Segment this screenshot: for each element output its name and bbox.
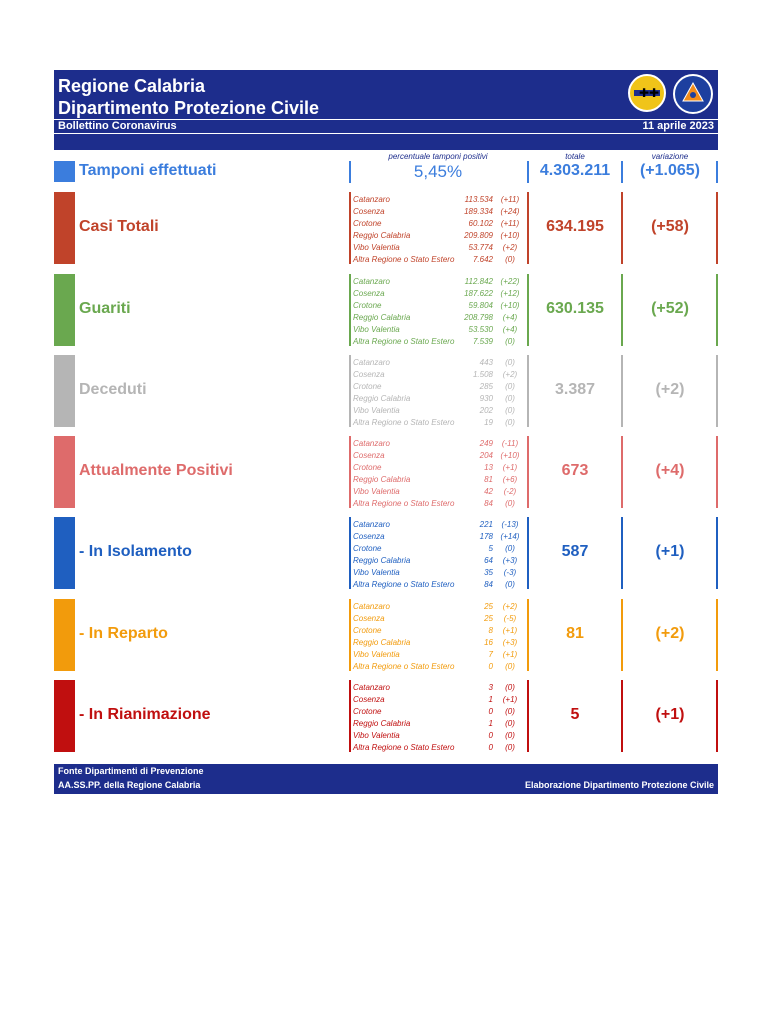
section-swatch	[54, 355, 75, 427]
region-delta: (0)	[505, 358, 515, 367]
svg-text:✚: ✚	[649, 86, 660, 100]
section-label: - In Reparto	[79, 625, 168, 642]
region-delta: (0)	[505, 255, 515, 264]
region-value: 187.622	[464, 289, 493, 298]
tamponi-percent: 5,45%	[413, 162, 463, 181]
region-value: 189.334	[464, 207, 493, 216]
region-delta: (0)	[505, 743, 515, 752]
region-name: Altra Regione o Stato Estero	[353, 337, 455, 346]
section-label: Deceduti	[79, 381, 147, 398]
region-delta: (+1)	[502, 626, 518, 635]
divider	[621, 274, 623, 346]
region-value: 204	[479, 451, 493, 460]
divider	[621, 161, 623, 183]
region-name: Vibo Valentia	[353, 406, 400, 415]
region-name: Crotone	[353, 301, 382, 310]
divider	[621, 192, 623, 264]
region-delta: (-13)	[501, 520, 519, 529]
region-delta: (+11)	[500, 219, 520, 228]
divider	[716, 436, 718, 508]
region-delta: (+12)	[500, 289, 520, 298]
divider	[527, 436, 529, 508]
section-variation: (+2)	[655, 381, 685, 398]
region-value: 16	[484, 638, 493, 647]
footer-elaboration: Elaborazione Dipartimento Protezione Civile	[524, 780, 714, 790]
region-name: Reggio Calabria	[353, 313, 411, 322]
section-total: 81	[566, 625, 584, 642]
divider	[716, 517, 718, 589]
region-delta: (+11)	[500, 195, 520, 204]
region-delta: (0)	[505, 394, 515, 403]
region-value: 64	[484, 556, 493, 565]
region-delta: (+2)	[502, 602, 518, 611]
region-delta: (0)	[505, 406, 515, 415]
section-swatch	[54, 274, 75, 346]
region-name: Cosenza	[353, 451, 385, 460]
subtitle-bar	[54, 119, 718, 134]
region-delta: (+3)	[502, 638, 518, 647]
variation-caption: variazione	[651, 152, 689, 161]
region-name: Altra Regione o Stato Estero	[353, 255, 455, 264]
region-name: Vibo Valentia	[353, 731, 400, 740]
divider	[527, 517, 529, 589]
region-delta: (0)	[505, 662, 515, 671]
svg-text:✚: ✚	[639, 86, 650, 100]
region-name: Reggio Calabria	[353, 231, 411, 240]
section-label: Casi Totali	[79, 218, 159, 235]
region-name: Reggio Calabria	[353, 475, 411, 484]
section-variation: (+2)	[655, 625, 685, 642]
region-value: 208.798	[464, 313, 493, 322]
region-value: 1	[488, 695, 493, 704]
divider	[621, 680, 623, 752]
footer-banner	[54, 764, 718, 794]
region-name: Vibo Valentia	[353, 487, 400, 496]
region-delta: (0)	[505, 418, 515, 427]
region-value: 19	[484, 418, 493, 427]
tamponi-swatch	[54, 161, 75, 182]
section-total: 5	[570, 706, 580, 723]
region-delta: (0)	[505, 337, 515, 346]
region-name: Cosenza	[353, 289, 385, 298]
divider	[349, 274, 351, 346]
region-value: 202	[479, 406, 493, 415]
region-value: 5	[488, 544, 493, 553]
region-name: Crotone	[353, 707, 382, 716]
region-delta: (+1)	[502, 695, 518, 704]
region-name: Crotone	[353, 544, 382, 553]
region-value: 221	[479, 520, 493, 529]
divider	[527, 680, 529, 752]
total-caption: totale	[565, 152, 585, 161]
section-total: 673	[561, 462, 589, 479]
region-delta: (+2)	[502, 243, 518, 252]
region-delta: (+10)	[500, 231, 520, 240]
region-value: 7.539	[472, 337, 493, 346]
divider	[716, 192, 718, 264]
bulletin-date: 11 aprile 2023	[642, 120, 714, 132]
region-delta: (+22)	[500, 277, 520, 286]
region-delta: (0)	[505, 731, 515, 740]
region-delta: (-2)	[503, 487, 517, 496]
region-delta: (0)	[505, 719, 515, 728]
tamponi-total: 4.303.211	[539, 162, 611, 179]
divider	[716, 680, 718, 752]
region-name: Catanzaro	[353, 683, 390, 692]
region-value: 7	[488, 650, 493, 659]
region-name: Vibo Valentia	[353, 568, 400, 577]
section-swatch	[54, 436, 75, 508]
region-value: 59.804	[468, 301, 493, 310]
section-variation: (+58)	[651, 218, 689, 235]
section-total: 3.387	[554, 381, 596, 398]
region-value: 60.102	[468, 219, 493, 228]
region-name: Cosenza	[353, 614, 385, 623]
region-value: 35	[484, 568, 493, 577]
divider	[527, 161, 529, 183]
divider	[621, 517, 623, 589]
region-name: Catanzaro	[353, 520, 390, 529]
region-name: Cosenza	[353, 370, 385, 379]
section-swatch	[54, 517, 75, 589]
region-value: 3	[488, 683, 493, 692]
region-name: Crotone	[353, 219, 382, 228]
divider	[527, 599, 529, 671]
region-delta: (0)	[505, 580, 515, 589]
divider	[716, 355, 718, 427]
region-value: 930	[479, 394, 493, 403]
footer-asp: AA.SS.PP. della Regione Calabria	[58, 780, 201, 790]
divider	[349, 161, 351, 183]
section-swatch	[54, 680, 75, 752]
section-label: - In Rianimazione	[79, 706, 211, 723]
region-value: 25	[484, 614, 493, 623]
region-value: 81	[484, 475, 493, 484]
section-variation: (+1)	[655, 706, 685, 723]
region-name: Reggio Calabria	[353, 556, 411, 565]
divider	[349, 192, 351, 264]
section-label: Guariti	[79, 300, 131, 317]
region-value: 8	[488, 626, 493, 635]
divider	[349, 680, 351, 752]
region-value: 13	[484, 463, 493, 472]
region-delta: (0)	[505, 544, 515, 553]
divider	[621, 355, 623, 427]
region-name: Altra Regione o Stato Estero	[353, 418, 455, 427]
region-value: 1	[488, 719, 493, 728]
region-value: 209.809	[464, 231, 493, 240]
divider	[716, 599, 718, 671]
region-value: 0	[488, 731, 493, 740]
region-name: Cosenza	[353, 532, 385, 541]
divider	[349, 517, 351, 589]
region-delta: (-11)	[501, 439, 519, 448]
region-delta: (+1)	[502, 650, 518, 659]
region-name: Altra Regione o Stato Estero	[353, 743, 455, 752]
region-delta: (+14)	[500, 532, 520, 541]
divider	[349, 599, 351, 671]
divider	[527, 355, 529, 427]
divider	[527, 192, 529, 264]
region-name: Crotone	[353, 626, 382, 635]
region-delta: (-5)	[503, 614, 517, 623]
civil-protection-logo-icon	[673, 74, 713, 114]
region-value: 84	[484, 580, 493, 589]
percent-caption: percentuale tamponi positivi	[388, 152, 488, 161]
region-name: Altra Regione o Stato Estero	[353, 580, 455, 589]
region-name: Catanzaro	[353, 277, 390, 286]
region-crest-icon	[628, 74, 666, 112]
section-variation: (+1)	[655, 543, 685, 560]
region-value: 7.642	[472, 255, 493, 264]
region-value: 42	[484, 487, 493, 496]
region-name: Catanzaro	[353, 358, 390, 367]
region-name: Reggio Calabria	[353, 638, 411, 647]
region-name: Crotone	[353, 463, 382, 472]
divider	[621, 599, 623, 671]
divider	[716, 274, 718, 346]
region-delta: (0)	[505, 707, 515, 716]
tamponi-variation: (+1.065)	[639, 162, 701, 179]
region-name: Catanzaro	[353, 439, 390, 448]
region-name: Cosenza	[353, 695, 385, 704]
divider	[349, 436, 351, 508]
region-delta: (+10)	[500, 301, 520, 310]
header-banner	[54, 70, 718, 150]
region-delta: (+2)	[502, 370, 518, 379]
region-delta: (-3)	[503, 568, 517, 577]
region-value: 53.530	[468, 325, 493, 334]
region-value: 0	[488, 707, 493, 716]
region-name: Vibo Valentia	[353, 243, 400, 252]
region-value: 178	[479, 532, 493, 541]
region-delta: (+6)	[502, 475, 518, 484]
region-value: 443	[479, 358, 493, 367]
region-name: Altra Regione o Stato Estero	[353, 662, 455, 671]
region-delta: (+4)	[502, 325, 518, 334]
region-delta: (+3)	[502, 556, 518, 565]
region-value: 0	[488, 662, 493, 671]
divider	[349, 355, 351, 427]
region-delta: (0)	[505, 499, 515, 508]
region-value: 249	[479, 439, 493, 448]
divider	[621, 436, 623, 508]
section-label: Attualmente Positivi	[79, 462, 233, 479]
region-name: Cosenza	[353, 207, 385, 216]
region-title: Regione Calabria	[58, 76, 206, 96]
region-name: Vibo Valentia	[353, 650, 400, 659]
tamponi-label: Tamponi effettuati	[79, 162, 217, 179]
section-total: 634.195	[546, 218, 604, 235]
region-value: 84	[484, 499, 493, 508]
region-delta: (+4)	[502, 313, 518, 322]
region-value: 53.774	[468, 243, 493, 252]
region-delta: (+10)	[500, 451, 520, 460]
section-total: 587	[561, 543, 589, 560]
region-name: Vibo Valentia	[353, 325, 400, 334]
region-name: Reggio Calabria	[353, 719, 411, 728]
section-swatch	[54, 599, 75, 671]
region-delta: (+1)	[502, 463, 518, 472]
region-value: 0	[488, 743, 493, 752]
divider	[527, 274, 529, 346]
region-name: Catanzaro	[353, 602, 390, 611]
section-label: - In Isolamento	[79, 543, 192, 560]
region-value: 285	[479, 382, 493, 391]
bulletin-title: Bollettino Coronavirus	[58, 120, 177, 132]
region-value: 112.842	[464, 277, 493, 286]
divider	[716, 161, 718, 183]
section-total: 630.135	[546, 300, 604, 317]
region-name: Altra Regione o Stato Estero	[353, 499, 455, 508]
region-delta: (+24)	[500, 207, 520, 216]
section-variation: (+52)	[651, 300, 689, 317]
footer-source: Fonte Dipartimenti di Prevenzione	[58, 766, 204, 776]
region-delta: (0)	[505, 683, 515, 692]
section-variation: (+4)	[655, 462, 685, 479]
region-name: Catanzaro	[353, 195, 390, 204]
region-name: Reggio Calabria	[353, 394, 411, 403]
department-title: Dipartimento Protezione Civile	[58, 98, 320, 118]
section-swatch	[54, 192, 75, 264]
region-name: Crotone	[353, 382, 382, 391]
region-value: 1.508	[472, 370, 493, 379]
region-value: 25	[484, 602, 493, 611]
region-delta: (0)	[505, 382, 515, 391]
region-value: 113.534	[464, 195, 493, 204]
